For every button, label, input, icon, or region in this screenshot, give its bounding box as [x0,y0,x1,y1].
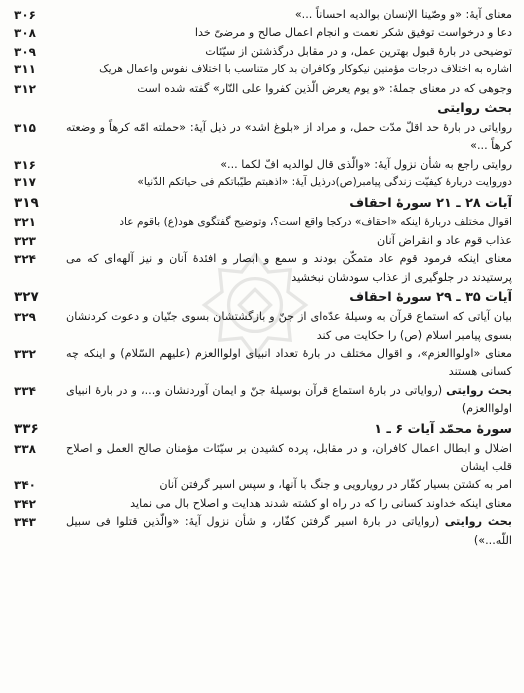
toc-entry-text: بحث روایتی [437,101,512,117]
toc-entry [14,24,512,42]
toc-entry [14,119,512,156]
toc-entry [14,308,512,345]
toc-entry [14,232,512,250]
toc-entry-text: توضیحی در بارهٔ قبول بهترین عمل، و در مقابل درگذشتن از سیّئات [205,44,512,58]
toc-entry-text: بیان آیاتی که استماع قرآن به وسیلهٔ عدّه‌ای از جنّ و بازگشتشان بسوی جنّیان و دعوت کردنشان بسوی پیامبر اسلام (ص) را حکایت می کند [66,310,512,342]
toc-entry [14,43,512,61]
toc-entry-text: وجوهی که در معنای جملهٔ: «و یوم یعرض الّذین کفروا علی النّار» گفته شده است [137,81,512,95]
toc-entry-text: دوروایت دربارهٔ کیفیّت زندگی پیامبر(ص)درذیل آیهٔ: «اذهبتم طیّباتکم فی حیاتکم الدّنیا» [137,176,512,189]
toc-page-number: ۳۲۴ [14,252,36,267]
toc-entry [14,61,512,79]
toc-entry [14,476,512,494]
toc-page-number: ۳۳۲ [14,347,36,362]
toc-entry-text: معنای اینکه خداوند کسانی را که در راه او کشته شدند هدایت و اصلاح بال می نماید [130,496,512,510]
toc-entry-text: روایاتی در بارهٔ حد اقلّ مدّت حمل، و مراد از «بلوغ اشد» در ذیل آیهٔ: «حملته امّه کرهاً و وضعته کرهاً ...» [66,121,512,153]
toc-entry-text: دعا و درخواست توفیق شکر نعمت و انجام اعمال صالح و مرضیّ خدا [194,26,512,40]
toc-page-number: ۳۱۹ [14,194,39,211]
toc-page-number: ۳۱۶ [14,157,36,172]
toc-page-number: ۳۱۷ [14,175,36,190]
toc-entry [14,495,512,513]
toc-entry-text: روایتی راجع به شأن نزول آیهٔ: «والّذی قال لوالدیه افّ لکما ...» [220,157,512,171]
toc-entry [14,174,512,192]
toc-entry-text: سورهٔ محمّد آیات ۶ ـ ۱ [374,421,512,437]
toc-entry-text: اضلال و ابطال اعمال کافران، و در مقابل، پرده کشیدن بر سیّئات مؤمنان صالح العمل و اصلاح قلب ایشان [66,441,512,474]
toc-page-number: ۳۱۲ [14,81,36,96]
toc-entry [14,80,512,98]
toc-entry-text: اقوال مختلف دربارهٔ اینکه «احقاف» درکجا واقع است؟، وتوضیح گفتگوی هود(ع) باقوم عاد [119,215,512,228]
toc-page-number: ۳۲۹ [14,310,36,325]
toc-page-number: ۳۲۷ [14,289,39,306]
toc-entry-text: معنای اینکه فرمود قوم عاد متمکّن بودند و سمع و ابصار و افئدهٔ آنان و نیز آلهه‌ای که می پرستیدند در جلوگیری از عذاب سودشان نبخشید [66,252,512,284]
toc-entry [14,156,512,174]
toc-entry-text: آیات ۳۵ ـ ۲۹ سورهٔ احقاف [349,290,512,306]
toc-page-number: ۳۱۱ [14,62,36,77]
toc-page-number: ۳۴۲ [14,496,36,511]
toc-entry-text: معنای «اولواالعزم»، و اقوال مختلف در بارهٔ تعداد انبیای اولواالعزم (علیهم السّلام) و اینکه چه کسانی هستند [66,347,512,379]
toc-entry-text: اشاره به اختلاف درجات مؤمنین نیکوکار وکافران بد کار متناسب با اختلاف نفوس واعمال هریک [99,63,512,76]
section-heading [14,98,512,119]
toc-entry-text: بحث روایتی (روایاتی در بارهٔ استماع قرآن بوسیلهٔ جنّ و ایمان آوردنشان و...، و در بارهٔ انبیای اولواالعزم) [66,383,512,416]
toc-entry-text: آیات ۲۸ ـ ۲۱ سورهٔ احقاف [349,195,512,211]
toc-page-number: ۳۰۸ [14,26,36,41]
toc-entry [14,382,512,419]
toc-page-number: ۳۳۸ [14,441,36,456]
toc-entry [14,440,512,477]
toc-entry [14,6,512,24]
toc-page-number: ۳۲۱ [14,214,36,229]
toc-page-number: ۳۴۰ [14,478,36,493]
toc-entry-text: عذاب قوم عاد و انقراض آنان [376,234,512,248]
toc-entry [14,214,512,232]
toc-page-number: ۳۳۴ [14,383,36,398]
toc-entry-text: امر به کشتن بسیار کفّار در رویارویی و جنگ با آنها، و سپس اسیر گرفتن آنان [159,478,512,492]
section-heading [14,419,512,440]
section-heading [14,287,512,308]
toc-page-number: ۳۲۳ [14,234,36,249]
toc-entry [14,513,512,550]
toc-entry-text: معنای آیهٔ: «و وصّینا الإنسان بوالدیه احساناً ...» [294,8,512,21]
toc-page-number: ۳۰۶ [14,8,36,22]
toc-page-number: ۳۳۶ [14,420,39,437]
toc-entry [14,250,512,287]
toc-entry-text: بحث روایتی (روایاتی در بارهٔ اسیر گرفتن کفّار، و شأن نزول آیهٔ: «والّذین قتلوا فی سبیل اللّه...») [66,515,512,547]
toc-page-number: ۳۰۹ [14,44,36,59]
toc-page-number: ۳۴۳ [14,515,36,530]
section-heading [14,193,512,214]
toc-page-number: ۳۱۵ [14,121,36,136]
toc-entry [14,345,512,382]
